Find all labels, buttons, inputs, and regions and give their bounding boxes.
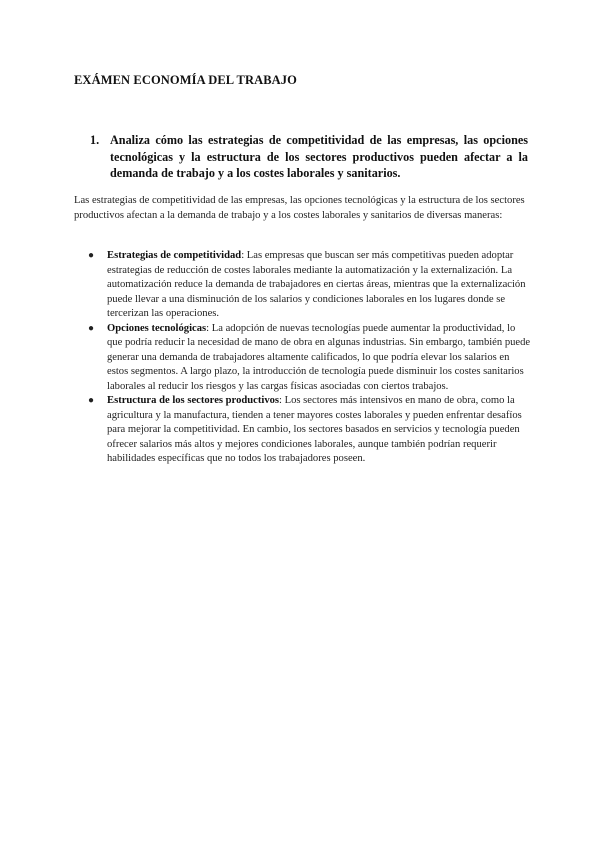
bullet-term: Estrategias de competitividad <box>107 250 242 261</box>
bullet-text: : La adopción de nuevas tecnologías puede aumentar la productividad, lo que podría reducir la necesidad de mano de obra en algunas industrias. Sin embargo, también puede generar una demanda de trabajadores altamente calificados, lo que podría elevar los salarios en estos segmentos. A largo plazo, la introducción de tecnología puede disminuir los costes sanitarios laborales al reducir los riesgos y las cargas físicas asociadas con ciertos trabajos. <box>107 322 531 392</box>
bullet-icon: ● <box>88 250 95 261</box>
bullet-text: : Los sectores más intensivos en mano de obra, como la agricultura y la manufactura, tienden a tener mayores costes laborales y pueden enfrentar desafíos para mejorar la competitividad. En cambio, los sectores basados en servicios y tecnología pueden ofrecer salarios más altos y mejores condiciones laborales, aunque también podrían requerir habilidades específicas que no todos los trabajadores poseen. <box>107 395 522 464</box>
list-item <box>88 394 532 467</box>
list-item <box>88 322 532 395</box>
question-number: 1. <box>90 133 100 147</box>
bullet-list <box>88 249 532 467</box>
bullet-term: Estructura de los sectores productivos <box>107 395 280 406</box>
bullet-icon: ● <box>88 322 95 334</box>
question-heading <box>90 132 528 182</box>
bullet-text: : Las empresas que buscan ser más competitivas pueden adoptar estrategias de reducción de costes laborales mediante la automatización y la externalización. La automatización reduce la demanda de trabajadores en ciertas áreas, mientras que la externalización puede llevar a una disminución de los salarios y condiciones laborales en los lugares donde se tercerizan las operaciones. <box>107 250 526 319</box>
list-item <box>88 249 532 322</box>
question-text: Analiza cómo las estrategias de competitividad de las empresas, las opciones tecnológicas y la estructura de los sectores productivos pueden afectar a la demanda de trabajo y a los costes laborales y sanitarios. <box>110 133 528 180</box>
intro-paragraph: Las estrategias de competitividad de las empresas, las opciones tecnológicas y la estructura de los sectores productivos afectan a la demanda de trabajo y a los costes laborales y sanitarios de diversas maneras: <box>74 195 525 221</box>
bullet-term: Opciones tecnológicas <box>107 322 207 334</box>
document-title: EXÁMEN ECONOMÍA DEL TRABAJO <box>74 73 297 87</box>
bullet-icon: ● <box>88 395 95 406</box>
